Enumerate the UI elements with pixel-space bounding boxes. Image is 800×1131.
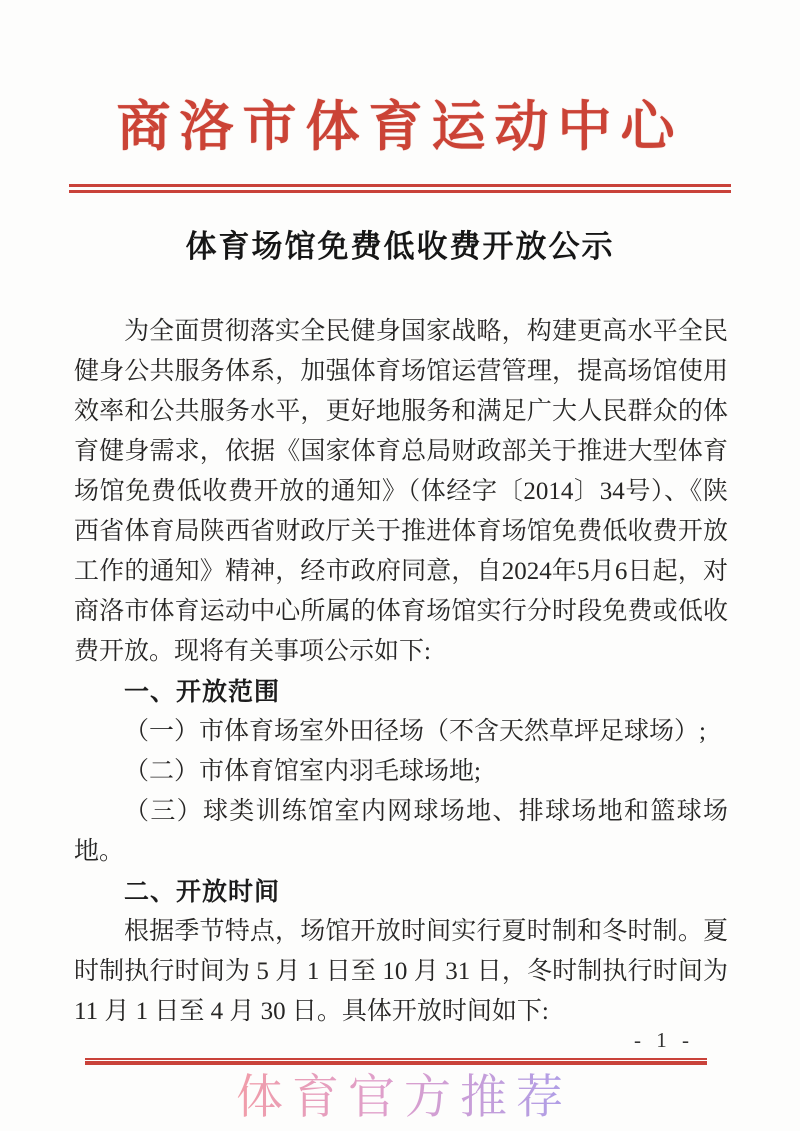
document-title: 体育场馆免费低收费开放公示 [185,229,615,264]
document-body [74,312,728,1032]
letterhead-divider [69,184,731,193]
section-1-item-1: （一）市体育场室外田径场（不含天然草坪足球场）; [124,718,706,745]
intro-paragraph: 为全面贯彻落实全民健身国家战略，构建更高水平全民健身公共服务体系，加强体育场馆运营管理，提高场馆使用效率和公共服务水平，更好地服务和满足广大人民群众的体育健身需求，依据《国家体育总局财政部关于推进大型体育场馆免费低收费开放的通知》（体经字〔2014〕34号）、《陕西省体育局陕西省财政厅关于推进体育场馆免费低收费开放工作的通知》精神，经市政府同意，自2024年5月6日起，对商洛市体育运动中心所属的体育场馆实行分时段免费或低收费开放。现将有关事项公示如下: [74,318,728,665]
page-number: - 1 - [634,1028,694,1052]
section-1-heading: 一、开放范围 [124,678,281,706]
letterhead [0,84,800,193]
section-1-item-2: （二）市体育馆室内羽毛球场地; [124,758,481,785]
section-2-paragraph: 根据季节特点，场馆开放时间实行夏时制和冬时制。夏时制执行时间为 5 月 1 日至 10 月 31 日，冬时制执行时间为 11 月 1 日至 4 月 30 日。具体开放时间如下: [74,918,728,1025]
watermark-text: 体育官方推荐 [236,1060,572,1127]
organization-name: 商洛市体育运动中心 [116,97,684,157]
section-1-item-3: （三）球类训练馆室内网球场地、排球场地和篮球场地。 [74,798,728,865]
section-2-heading: 二、开放时间 [124,878,281,906]
